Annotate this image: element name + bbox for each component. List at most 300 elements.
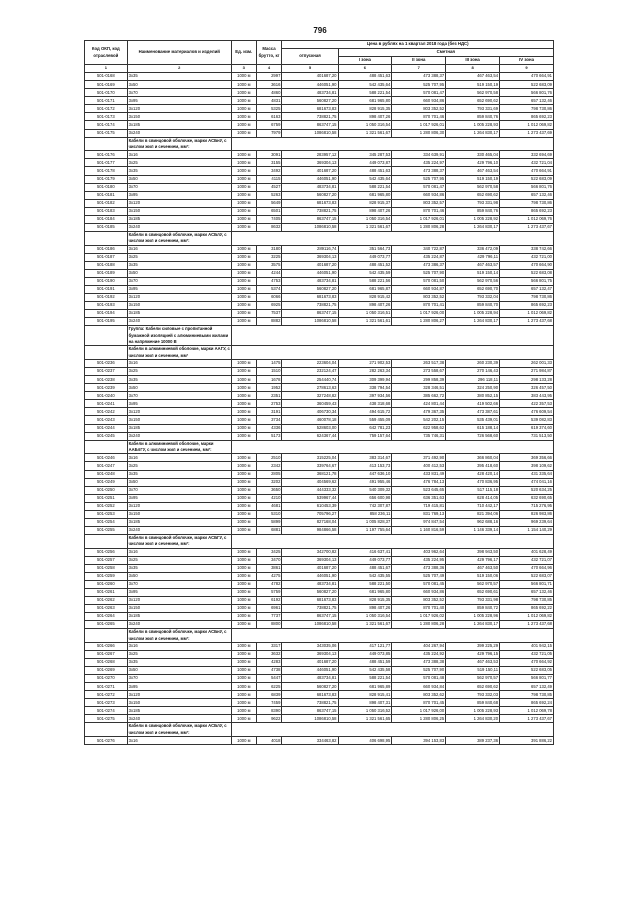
cell-zone-3: 470 836,95 [446,478,500,486]
cell-name: 3х70 [127,277,231,285]
cell-zone-3: 859 840,72 [446,605,500,613]
cell-code: 501-0245 [85,432,128,440]
cell-zone-2: 570 081,45 [392,580,446,588]
cell-zone-3: 562 970,58 [446,183,500,191]
cell-mass: 3470 [256,556,282,564]
cell-zone-4: 1 012 069,82 [500,121,554,129]
cell-zone-4: 865 692,23 [500,207,554,215]
cell-code: 501-0274 [85,707,128,715]
cell-unit: 1000 м [231,269,256,277]
cell-name: 3х25 [127,368,231,376]
cell-name: 3х95 [127,400,231,408]
cell-zone-2: 570 081,47 [392,89,446,97]
cell-zone-2: 803 352,52 [392,293,446,301]
cell-zone-1: 1 321 561,67 [338,621,392,629]
cell-unit: 1000 м [231,526,256,534]
cell-mass: 8632 [256,223,282,231]
cell-release-price: 483734,81 [282,580,338,588]
cell-zone-2: 424 801,44 [392,400,446,408]
cell-mass: 7459 [256,699,282,707]
group-blank-cell [85,231,128,245]
cell-zone-3: 562 970,58 [446,89,500,97]
cell-name: 3х150 [127,416,231,424]
cell-code: 501-0272 [85,691,128,699]
cell-code: 501-0176 [85,151,128,159]
cell-zone-2: 660 934,87 [392,285,446,293]
cell-mass: 9622 [256,715,282,723]
group-heading-row [85,723,554,737]
cell-zone-2: 1 280 806,25 [392,715,446,723]
table-body [85,73,554,745]
cell-release-price: 401687,20 [282,659,338,667]
cell-unit: 1000 м [231,376,256,384]
cell-unit: 1000 м [231,564,256,572]
cell-mass: 3734 [256,416,282,424]
cell-zone-1: 488 451,59 [338,659,392,667]
cell-unit: 1000 м [231,253,256,261]
cell-zone-3: 726 568,60 [446,432,500,440]
table-row [85,699,554,707]
cell-name: 3х25 [127,159,231,167]
cell-name: 3х70 [127,183,231,191]
cell-zone-4: 798 730,86 [500,199,554,207]
header-release-price: отпускная [282,49,338,65]
table-row [85,121,554,129]
cell-zone-2: 473 386,37 [392,261,446,269]
table-row [85,605,554,613]
group-heading-row [85,231,554,245]
cell-zone-1: 1 321 561,65 [338,715,392,723]
cell-code: 501-0261 [85,588,128,596]
cell-zone-4: 522 683,05 [500,667,554,675]
cell-release-price: 343035,06 [282,643,338,651]
cell-mass: 6225 [256,683,282,691]
table-row [85,269,554,277]
cell-name: 3х35 [127,261,231,269]
cell-zone-4: 566 801,76 [500,183,554,191]
cell-mass: 2342 [256,462,282,470]
header-zone-2: II зона [392,57,446,65]
cell-release-price: 560827,20 [282,588,338,596]
table-row [85,318,554,326]
cell-zone-3: 380 852,15 [446,392,500,400]
cell-zone-1: 828 915,37 [338,199,392,207]
cell-unit: 1000 м [231,667,256,675]
cell-mass: 3180 [256,245,282,253]
cell-release-price: 342700,82 [282,548,338,556]
cell-code: 501-0258 [85,564,128,572]
cell-mass: 3861 [256,564,282,572]
cell-zone-4: 383 443,95 [500,392,554,400]
cell-zone-3: 519 150,14 [446,269,500,277]
table-row [85,737,554,745]
cell-zone-3: 859 840,68 [446,699,500,707]
cell-zone-3: 652 690,62 [446,683,500,691]
cell-zone-4: 798 730,86 [500,293,554,301]
cell-mass: 4115 [256,175,282,183]
cell-code: 501-0253 [85,510,128,518]
cell-release-price: 360459,43 [282,400,338,408]
cell-name: 3х35 [127,73,231,81]
cell-zone-4: 298 133,28 [500,376,554,384]
table-row [85,73,554,81]
cell-unit: 1000 м [231,81,256,89]
cell-unit: 1000 м [231,416,256,424]
cell-zone-1: 828 915,41 [338,691,392,699]
table-row [85,470,554,478]
cell-code: 501-0248 [85,470,128,478]
cell-name: 3х185 [127,310,231,318]
cell-unit: 1000 м [231,97,256,105]
cell-release-price: 368121,78 [282,470,338,478]
cell-zone-3: 398 943,50 [446,548,500,556]
cell-zone-2: 433 831,49 [392,470,446,478]
cell-release-price: 624367,44 [282,432,338,440]
header-name: Наименование материалов и изделий [127,41,231,65]
cell-mass: 7737 [256,613,282,621]
cell-zone-1: 345 287,53 [338,151,392,159]
cell-release-price: 681673,83 [282,691,338,699]
cell-zone-2: 636 351,63 [392,494,446,502]
cell-zone-1: 540 309,32 [338,486,392,494]
cell-mass: 3091 [256,151,282,159]
cell-unit: 1000 м [231,510,256,518]
cell-zone-4: 432 721,05 [500,651,554,659]
cell-zone-4: 476 609,54 [500,408,554,416]
cell-mass: 4018 [256,737,282,745]
group-heading-row [85,137,554,151]
table-row [85,613,554,621]
cell-zone-1: 488 451,67 [338,564,392,572]
cell-zone-4: 474 041,16 [500,478,554,486]
cell-release-price: 446051,90 [282,175,338,183]
cell-code: 501-0244 [85,424,128,432]
table-row [85,518,554,526]
group-heading-row [85,534,554,548]
group-heading-row [85,440,554,454]
cell-unit: 1000 м [231,478,256,486]
table-row [85,285,554,293]
cell-zone-1: 681 965,80 [338,97,392,105]
cell-zone-1: 1 005 828,37 [338,518,392,526]
table-row [85,494,554,502]
cell-code: 501-0181 [85,191,128,199]
cell-unit: 1000 м [231,277,256,285]
cell-unit: 1000 м [231,89,256,97]
cell-release-price: 401687,20 [282,564,338,572]
cell-name: 3х150 [127,207,231,215]
cell-name: 3х150 [127,605,231,613]
cell-zone-4: 1 012 069,82 [500,310,554,318]
cell-zone-2: 1 280 806,30 [392,129,446,137]
cell-name: 3х50 [127,478,231,486]
cell-mass: 6501 [256,207,282,215]
table-row [85,416,554,424]
cell-zone-4: 1 273 437,68 [500,621,554,629]
cell-release-price: 705796,27 [282,510,338,518]
cell-unit: 1000 м [231,556,256,564]
cell-zone-2: 403 962,64 [392,548,446,556]
table-row [85,597,554,605]
cell-mass: 3425 [256,548,282,556]
cell-zone-1: 542 435,59 [338,269,392,277]
table-row [85,207,554,215]
cell-mass: 3492 [256,167,282,175]
cell-zone-2: 870 701,40 [392,605,446,613]
cell-name: 3х240 [127,621,231,629]
table-row [85,667,554,675]
table-row [85,707,554,715]
cell-code: 501-0238 [85,376,128,384]
cell-release-price: 681673,83 [282,597,338,605]
cell-release-price: 1086810,58 [282,223,338,231]
group-blank-cell [231,629,553,643]
group-heading: Кабели в свинцовой оболочке, марки АСБнУ, с числом жил и сечением, мм²: [127,629,231,643]
cell-mass: 4782 [256,580,282,588]
cell-zone-4: 1 012 069,82 [500,613,554,621]
cell-zone-4: 520 634,25 [500,486,554,494]
cell-code: 501-0236 [85,360,128,368]
cell-code: 501-0193 [85,301,128,309]
cell-zone-3: 519 150,11 [446,667,500,675]
cell-zone-4: 391 886,22 [500,737,554,745]
cell-zone-4: 657 132,46 [500,97,554,105]
cell-zone-3: 296 118,11 [446,376,500,384]
cell-zone-1: 1 050 316,51 [338,310,392,318]
cell-unit: 1000 м [231,129,256,137]
table-row [85,293,554,301]
cell-release-price: 334463,82 [282,737,338,745]
cell-code: 501-0252 [85,502,128,510]
cell-unit: 1000 м [231,105,256,113]
cell-zone-2: 1 160 816,59 [392,526,446,534]
cell-release-price: 369304,13 [282,651,338,659]
cell-zone-1: 1 050 316,54 [338,613,392,621]
cell-zone-4: 332 694,69 [500,151,554,159]
cell-zone-3: 652 690,61 [446,588,500,596]
cell-mass: 6066 [256,293,282,301]
cell-zone-3: 467 463,57 [446,261,500,269]
cell-name: 3х16 [127,454,231,462]
cell-name: 3х50 [127,81,231,89]
cell-zone-2: 404 267,94 [392,643,446,651]
group-heading-row [85,346,554,360]
cell-zone-1: 559 455,09 [338,416,392,424]
cell-zone-2: 803 352,57 [392,199,446,207]
cell-zone-2: 525 707,90 [392,667,446,675]
cell-zone-4: 715 276,95 [500,502,554,510]
cell-name: 3х185 [127,121,231,129]
cell-code: 501-0178 [85,167,128,175]
cell-name: 3х150 [127,699,231,707]
cell-unit: 1000 м [231,207,256,215]
cell-zone-3: 1 005 228,92 [446,215,500,223]
cell-name: 3х120 [127,502,231,510]
cell-mass: 2351 [256,392,282,400]
cell-zone-3: 336 472,09 [446,245,500,253]
cell-zone-3: 859 840,70 [446,301,500,309]
group-blank-cell [85,440,128,454]
cell-unit: 1000 м [231,199,256,207]
cell-zone-1: 282 263,34 [338,368,392,376]
cell-zone-3: 859 840,76 [446,207,500,215]
cell-code: 501-0271 [85,683,128,691]
cell-mass: 4283 [256,659,282,667]
cell-zone-2: 660 934,86 [392,588,446,596]
cell-zone-4: 431 335,64 [500,470,554,478]
cell-name: 3х16 [127,360,231,368]
table-row [85,151,554,159]
cell-zone-2: 719 415,81 [392,502,446,510]
cell-zone-2: 334 639,91 [392,151,446,159]
cell-zone-2: 525 707,95 [392,175,446,183]
cell-code: 501-0172 [85,105,128,113]
table-row [85,526,554,534]
cell-release-price: 610453,39 [282,502,338,510]
table-row [85,651,554,659]
cell-name: 3х50 [127,175,231,183]
cell-code: 501-0190 [85,277,128,285]
cell-zone-4: 1 012 069,76 [500,215,554,223]
cell-name: 3х16 [127,737,231,745]
cell-zone-4: 470 664,91 [500,73,554,81]
cell-zone-4: 401 942,15 [500,643,554,651]
cell-zone-1: 828 915,35 [338,105,392,113]
cell-zone-1: 413 153,73 [338,462,392,470]
cell-mass: 6759 [256,121,282,129]
cell-name: 3х150 [127,113,231,121]
cell-mass: 7979 [256,129,282,137]
cell-zone-2: 400 412,53 [392,462,446,470]
cell-unit: 1000 м [231,432,256,440]
cell-mass: 4527 [256,183,282,191]
cell-code: 501-0239 [85,384,128,392]
cell-zone-4: 826 983,86 [500,510,554,518]
cell-unit: 1000 м [231,392,256,400]
cell-release-price: 738821,75 [282,113,338,121]
cell-mass: 1510 [256,368,282,376]
cell-zone-1: 681 965,80 [338,588,392,596]
table-row [85,223,554,231]
cell-zone-2: 371 492,90 [392,454,446,462]
cell-zone-2: 435 224,97 [392,159,446,167]
cell-mass: 4275 [256,572,282,580]
cell-mass: 4860 [256,89,282,97]
table-row [85,486,554,494]
cell-name: 3х25 [127,556,231,564]
group-blank-cell [85,346,128,360]
header-estimate: Сметная [338,49,554,57]
cell-zone-4: 566 801,76 [500,89,554,97]
cell-zone-3: 821 394,06 [446,510,500,518]
cell-zone-2: 1 017 926,00 [392,310,446,318]
cell-name: 3х185 [127,215,231,223]
cell-zone-2: 974 847,54 [392,518,446,526]
cell-zone-4: 369 356,66 [500,454,554,462]
cell-zone-4: 1 273 437,68 [500,318,554,326]
cell-zone-3: 429 796,11 [446,253,500,261]
cell-name: 3х120 [127,199,231,207]
cell-code: 501-0263 [85,605,128,613]
cell-release-price: 315225,04 [282,454,338,462]
cell-zone-3: 517 115,18 [446,486,500,494]
cell-zone-4: 1 012 069,78 [500,707,554,715]
cell-name: 3х35 [127,470,231,478]
cell-zone-3: 467 463,54 [446,73,500,81]
cell-mass: 4210 [256,494,282,502]
cell-zone-1: 681 965,87 [338,285,392,293]
cell-zone-1: 588 221,56 [338,277,392,285]
cell-zone-2: 1 017 926,00 [392,707,446,715]
cell-zone-4: 798 730,85 [500,691,554,699]
group-blank-cell [231,440,553,454]
cell-zone-3: 793 332,04 [446,293,500,301]
cell-zone-4: 470 664,96 [500,564,554,572]
cell-zone-1: 828 915,35 [338,597,392,605]
cell-zone-2: 870 701,46 [392,113,446,121]
cell-release-price: 1086810,58 [282,621,338,629]
cell-zone-2: 803 352,52 [392,597,446,605]
cell-zone-1: 449 073,85 [338,651,392,659]
column-index: 6 [338,65,392,73]
cell-zone-1: 309 399,94 [338,376,392,384]
cell-release-price: 289116,74 [282,245,338,253]
cell-code: 501-0254 [85,518,128,526]
cell-name: 3х16 [127,643,231,651]
cell-unit: 1000 м [231,360,256,368]
cell-zone-2: 870 701,41 [392,301,446,309]
cell-name: 3х70 [127,392,231,400]
cell-name: 3х16 [127,245,231,253]
cell-zone-2: 803 352,52 [392,105,446,113]
column-index: 4 [256,65,282,73]
cell-zone-2: 473 388,37 [392,167,446,175]
cell-zone-3: 519 150,06 [446,572,500,580]
cell-zone-2: 525 707,49 [392,572,446,580]
cell-unit: 1000 м [231,675,256,683]
group-blank-cell [85,326,128,346]
group-blank-cell [231,346,553,360]
cell-zone-2: 660 934,86 [392,97,446,105]
cell-unit: 1000 м [231,605,256,613]
cell-code: 501-0273 [85,699,128,707]
cell-release-price: 984866,58 [282,526,338,534]
cell-code: 501-0267 [85,651,128,659]
cell-zone-3: 535 439,01 [446,416,500,424]
cell-unit: 1000 м [231,113,256,121]
column-index: 3 [231,65,256,73]
cell-zone-3: 260 230,39 [446,360,500,368]
cell-zone-3: 389 237,36 [446,737,500,745]
cell-zone-2: 525 707,95 [392,81,446,89]
cell-zone-1: 449 073,87 [338,159,392,167]
cell-zone-4: 1 273 437,69 [500,129,554,137]
cell-zone-3: 330 465,04 [446,151,500,159]
cell-zone-3: 628 414,05 [446,494,500,502]
cell-zone-3: 652 690,70 [446,285,500,293]
cell-code: 501-0170 [85,89,128,97]
cell-unit: 1000 м [231,572,256,580]
cell-release-price: 1086810,58 [282,129,338,137]
cell-zone-3: 562 970,56 [446,277,500,285]
cell-zone-3: 270 146,43 [446,368,500,376]
column-index: 5 [282,65,338,73]
cell-mass: 3225 [256,253,282,261]
cell-unit: 1000 м [231,310,256,318]
cell-zone-1: 588 221,50 [338,580,392,588]
table-row [85,183,554,191]
cell-zone-1: 1 321 561,67 [338,223,392,231]
